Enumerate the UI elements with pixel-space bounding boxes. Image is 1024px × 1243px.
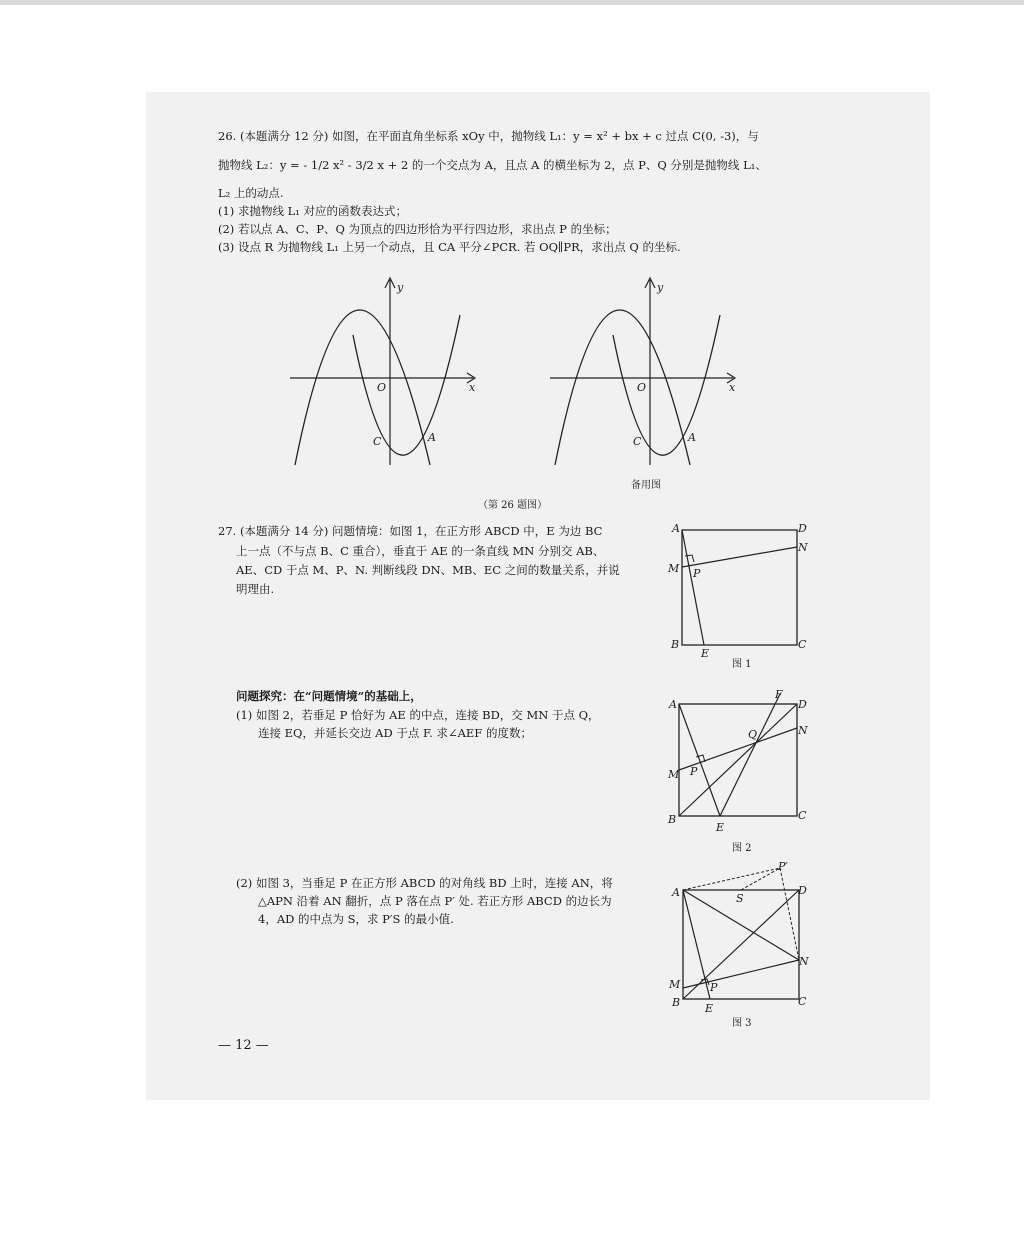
label-b: B	[668, 813, 677, 826]
q26-item1: (1) 求抛物线 L₁ 对应的函数表达式；	[218, 204, 408, 218]
point-a-label: A	[688, 431, 696, 444]
q26-item3: (3) 设点 R 为抛物线 L₁ 上另一个动点，且 CA 平分∠PCR. 若 OQ∥PR，求出点 Q 的坐标.	[218, 240, 681, 254]
fig1-caption: 图 1	[732, 659, 752, 670]
label-a: A	[672, 886, 680, 899]
x-axis-label: x	[469, 381, 476, 394]
label-b: B	[672, 996, 681, 1009]
x-axis-label: x	[729, 381, 736, 394]
label-e: E	[716, 821, 725, 834]
point-c-label: C	[373, 435, 382, 448]
q27-p2-line3: 4，AD 的中点为 S，求 P′S 的最小值.	[258, 912, 454, 926]
y-axis-label: y	[657, 281, 664, 294]
label-e: E	[701, 647, 710, 660]
origin-label: O	[637, 381, 647, 394]
q26-line2: 抛物线 L₂：y = - 1/2 x² - 3/2 x + 2 的一个交点为 A，且点 A 的横坐标为 2，点 P、Q 分别是抛物线 L₁、	[218, 158, 767, 172]
page-number: — 12 —	[218, 1038, 269, 1053]
q26-figure-caption: （第 26 题图）	[478, 500, 548, 511]
label-a: A	[669, 698, 677, 711]
q27-figure-3	[668, 858, 818, 1015]
label-d: D	[798, 522, 807, 535]
q27-figure-1	[668, 520, 818, 670]
point-c-label: C	[633, 435, 642, 448]
label-d: D	[798, 698, 807, 711]
q26-item2: (2) 若以点 A、C、P、Q 为顶点的四边形恰为平行四边形，求出点 P 的坐标；	[218, 222, 617, 236]
fig2-caption: 图 2	[732, 843, 752, 854]
q26-line3: L₂ 上的动点.	[218, 186, 284, 200]
q27-line2: 上一点（不与点 B、C 重合），垂直于 AE 的一条直线 MN 分别交 AB、	[236, 544, 605, 558]
label-c: C	[798, 809, 807, 822]
q27-p1-line1: (1) 如图 2，若垂足 P 恰好为 AE 的中点，连接 BD，交 MN 于点 Q，	[236, 708, 600, 722]
y-axis-label: y	[397, 281, 404, 294]
label-n: N	[798, 541, 808, 554]
fig3-caption: 图 3	[732, 1018, 752, 1029]
label-s: S	[736, 892, 744, 905]
q26-graph-main	[285, 275, 485, 475]
label-m: M	[669, 978, 681, 991]
q26-graph-backup	[545, 275, 745, 475]
label-m: M	[668, 768, 680, 781]
backup-caption: 备用图	[631, 480, 661, 491]
label-p-prime: P′	[778, 860, 788, 873]
q27-line3: AE、CD 于点 M、P、N. 判断线段 DN、MB、EC 之间的数量关系，并说	[236, 563, 620, 577]
q27-p1-line2: 连接 EQ，并延长交边 AD 于点 F. 求∠AEF 的度数；	[258, 726, 532, 740]
q27-p2-line1: (2) 如图 3，当垂足 P 在正方形 ABCD 的对角线 BD 上时，连接 AN，将	[236, 876, 613, 890]
label-a: A	[672, 522, 680, 535]
explore-title: 问题探究：在“问题情境”的基础上，	[236, 689, 422, 703]
q27-line1: 27. (本题满分 14 分) 问题情境：如图 1，在正方形 ABCD 中，E 为边 BC	[218, 524, 603, 538]
label-m: M	[668, 562, 680, 575]
label-n: N	[799, 955, 809, 968]
q26-line1: 26. (本题满分 12 分) 如图，在平面直角坐标系 xOy 中，抛物线 L₁：y = x² + bx + c 过点 C(0, -3)，与	[218, 129, 759, 143]
origin-label: O	[377, 381, 387, 394]
label-f: F	[775, 688, 783, 701]
label-d: D	[798, 884, 807, 897]
label-b: B	[671, 638, 680, 651]
top-bar	[0, 0, 1024, 5]
label-q: Q	[748, 728, 758, 741]
label-p: P	[710, 981, 718, 994]
label-c: C	[798, 995, 807, 1008]
q27-p2-line2: △APN 沿着 AN 翻折，点 P 落在点 P′ 处. 若正方形 ABCD 的边长为	[258, 894, 612, 908]
label-n: N	[798, 724, 808, 737]
label-p: P	[693, 567, 701, 580]
q27-figure-2	[668, 688, 818, 838]
label-p: P	[690, 765, 698, 778]
label-c: C	[798, 638, 807, 651]
q27-line4: 明理由.	[236, 582, 275, 596]
point-a-label: A	[428, 431, 436, 444]
label-e: E	[705, 1002, 714, 1015]
